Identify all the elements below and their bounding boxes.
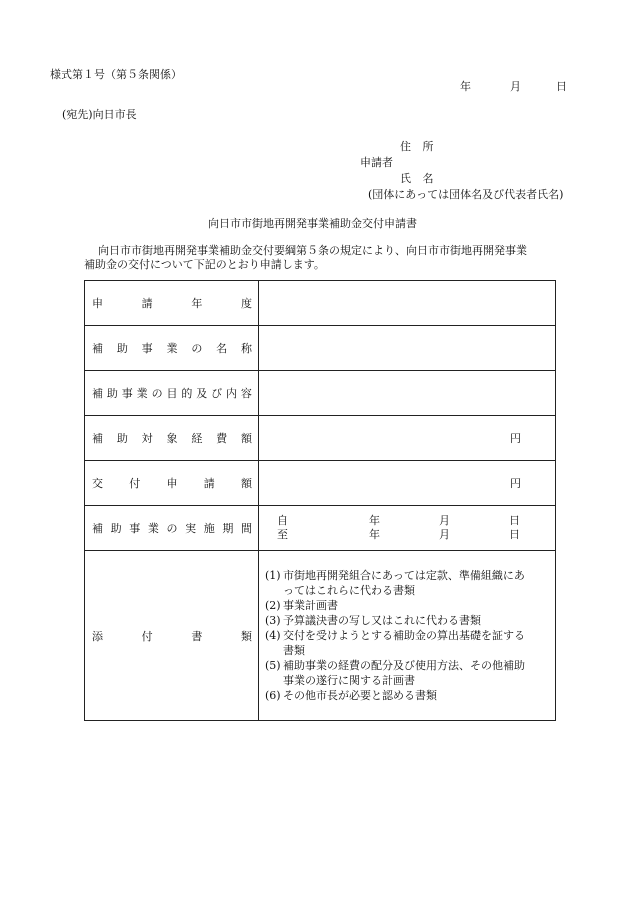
form-number: 様式第１号（第５条関係） (50, 68, 182, 81)
label-char: 助 (116, 342, 128, 355)
label-char: 額 (240, 432, 252, 445)
period-from-row (277, 514, 555, 528)
address-label: 住 所 (400, 140, 438, 153)
label-char: 事 (141, 342, 153, 355)
period-year: 年 (369, 528, 380, 541)
list-item: (2) 事業計画書 (265, 599, 338, 612)
period-from: 自 (277, 514, 288, 527)
table-row (85, 461, 556, 506)
eligible-cost-label (92, 430, 252, 446)
label-char: 交 (92, 477, 103, 490)
intro-line-2: 補助金の交付について下記のとおり申請します。 (84, 258, 325, 271)
label-char: 及 (196, 387, 208, 400)
list-item: (5) 補助事業の経費の配分及び使用方法、その他補助 (265, 659, 525, 672)
document-title: 向日市市街地再開発事業補助金交付申請書 (208, 217, 417, 230)
applicant-label: 申請者 (360, 156, 393, 169)
label-char: 助 (110, 522, 122, 535)
label-char: 対 (141, 432, 153, 445)
label-char: 経 (191, 432, 203, 445)
list-item: (6) その他市長が必要と認める書類 (265, 689, 437, 702)
period-month: 月 (439, 528, 450, 541)
label-char: 請 (141, 297, 153, 310)
label-char: 象 (166, 432, 178, 445)
implementation-period-label (92, 520, 252, 536)
label-char: の (166, 522, 178, 535)
project-name-field[interactable] (259, 326, 556, 371)
row-label-cell (85, 551, 259, 721)
list-item: (3) 予算議決書の写し又はこれに代わる書類 (265, 614, 481, 627)
table-row (85, 326, 556, 371)
list-item: (1) 市街地再開発組合にあっては定款、準備組織にあ (265, 569, 525, 582)
addressee: (宛先)向日市長 (62, 108, 137, 121)
fiscal-year-field[interactable] (259, 281, 556, 326)
project-purpose-field[interactable] (259, 371, 556, 416)
row-label-cell (85, 326, 259, 371)
label-char: 容 (240, 387, 252, 400)
project-name-label (92, 340, 252, 356)
label-char: 付 (141, 629, 153, 643)
label-char: 請 (203, 477, 215, 490)
label-char: 書 (191, 629, 203, 643)
label-char: 補 (92, 432, 103, 445)
list-item: 書類 (283, 644, 305, 657)
row-label-cell (85, 416, 259, 461)
table-row (85, 551, 556, 721)
attachments-list (259, 560, 555, 711)
attachments-label (92, 628, 252, 644)
table-row (85, 371, 556, 416)
date-day-label: 日 (556, 80, 567, 93)
label-char: 添 (92, 629, 103, 643)
label-char: 補 (92, 387, 103, 400)
list-item: 事業の遂行に関する計画書 (283, 674, 415, 687)
label-char: 申 (92, 297, 103, 310)
fiscal-year-label (92, 295, 252, 311)
label-char: 事 (129, 522, 141, 535)
label-char: 施 (203, 522, 215, 535)
label-char: 業 (136, 387, 148, 400)
table-row (85, 281, 556, 326)
label-char: 助 (116, 432, 128, 445)
period-block (259, 514, 555, 542)
applicant-note: (団体にあっては団体名及び代表者氏名) (368, 188, 564, 201)
period-month: 月 (439, 514, 450, 527)
table-row (85, 506, 556, 551)
label-char: 目 (166, 387, 178, 400)
label-char: 補 (92, 342, 103, 355)
eligible-cost-field[interactable] (259, 416, 556, 461)
label-char: 称 (240, 342, 252, 355)
label-char: び (211, 387, 223, 400)
period-to: 至 (277, 528, 288, 541)
row-label-cell (85, 281, 259, 326)
row-label-cell (85, 461, 259, 506)
date-month-label: 月 (510, 80, 521, 93)
requested-amount-label (92, 475, 252, 491)
list-item: ってはこれらに代わる書類 (283, 584, 415, 597)
yen-unit: 円 (510, 477, 521, 490)
label-char: 業 (166, 342, 178, 355)
yen-unit: 円 (510, 432, 521, 445)
label-char: の (191, 342, 203, 355)
label-char: 助 (106, 387, 118, 400)
label-char: 業 (147, 522, 159, 535)
label-char: 名 (216, 342, 228, 355)
requested-amount-field[interactable] (259, 461, 556, 506)
implementation-period-field[interactable] (259, 506, 556, 551)
label-char: 事 (121, 387, 133, 400)
attachments-field (259, 551, 556, 721)
name-label: 氏 名 (400, 172, 438, 185)
label-char: 申 (166, 477, 178, 490)
period-day: 日 (509, 528, 520, 541)
label-char: 内 (226, 387, 238, 400)
label-char: 類 (240, 629, 252, 643)
label-char: 度 (240, 297, 252, 310)
label-char: 実 (185, 522, 197, 535)
label-char: の (151, 387, 163, 400)
period-to-row (277, 528, 555, 542)
label-char: 年 (191, 297, 203, 310)
row-label-cell (85, 371, 259, 416)
list-item: (4) 交付を受けようとする補助金の算出基礎を証する (265, 629, 525, 642)
period-day: 日 (509, 514, 520, 527)
label-char: 補 (92, 522, 103, 535)
label-char: 間 (241, 522, 252, 535)
intro-line-1: 向日市市街地再開発事業補助金交付要綱第５条の規定により、向日市市街地再開発事業 (98, 244, 527, 257)
label-char: 期 (222, 522, 234, 535)
application-table (84, 280, 556, 721)
label-char: 付 (129, 477, 141, 490)
label-char: 額 (241, 477, 252, 490)
label-char: 的 (181, 387, 193, 400)
project-purpose-label (92, 385, 252, 401)
date-year-label: 年 (460, 80, 471, 93)
table-row (85, 416, 556, 461)
row-label-cell (85, 506, 259, 551)
period-year: 年 (369, 514, 380, 527)
label-char: 費 (216, 432, 228, 445)
